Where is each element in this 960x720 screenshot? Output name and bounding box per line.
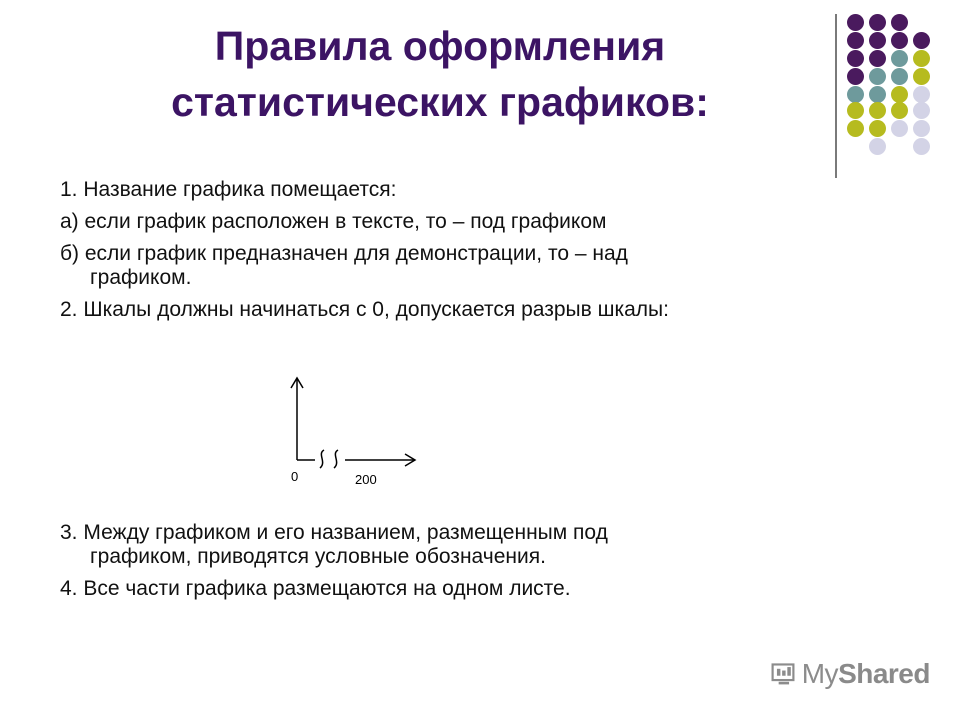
slide-content — [60, 178, 910, 601]
rule-1a: а) если график расположен в тексте, то – под графиком — [60, 210, 607, 233]
rule-4: 4. Все части графика размещаются на одном листе. — [60, 577, 571, 600]
decor-dot — [891, 32, 908, 49]
decor-dot — [847, 86, 864, 103]
myshared-watermark — [770, 654, 930, 694]
decor-dot — [869, 14, 886, 31]
rule-3: 3. Между графиком и его названием, размещенным под — [60, 521, 608, 544]
x-axis — [297, 454, 415, 466]
watermark-text — [802, 658, 930, 690]
origin-label: 0 — [291, 469, 299, 484]
decor-divider — [835, 14, 837, 178]
decor-dot — [913, 138, 930, 155]
title-line-1: Правила оформления — [214, 23, 666, 69]
slide-title — [60, 18, 820, 130]
decor-dot — [891, 14, 908, 31]
x-tick-label: 200 — [355, 472, 377, 487]
decor-dot — [869, 68, 886, 85]
scale-break-figure — [280, 370, 430, 490]
decor-dot — [847, 50, 864, 67]
axis-break-mark — [320, 450, 338, 468]
decor-dot — [847, 102, 864, 119]
decor-dot — [847, 32, 864, 49]
decor-dot — [847, 120, 864, 137]
watermark-shared: Shared — [838, 658, 930, 689]
decor-dot — [891, 120, 908, 137]
watermark-my: My — [801, 658, 839, 689]
decor-dot — [913, 50, 930, 67]
decor-dot — [891, 102, 908, 119]
decor-dot — [891, 86, 908, 103]
decor-dot — [913, 102, 930, 119]
decor-dot — [891, 50, 908, 67]
decor-dot — [891, 68, 908, 85]
decor-dot — [913, 86, 930, 103]
decor-dot — [869, 86, 886, 103]
decor-dot — [913, 32, 930, 49]
decor-dot — [869, 50, 886, 67]
rule-3-continued: графиком, приводятся условные обозначения. — [90, 545, 546, 568]
monitor-icon — [770, 658, 798, 690]
rule-2: 2. Шкалы должны начинаться с 0, допускается разрыв шкалы: — [60, 298, 669, 321]
title-line-2: статистических графиков: — [171, 79, 709, 125]
rule-1b: б) если график предназначен для демонстрации, то – над — [60, 242, 628, 265]
decor-dot — [913, 120, 930, 137]
decor-dot — [869, 102, 886, 119]
decor-dot — [869, 120, 886, 137]
decor-dot — [869, 138, 886, 155]
rule-1: 1. Название графика помещается: — [60, 178, 397, 201]
decor-dot — [913, 68, 930, 85]
decor-dot — [869, 32, 886, 49]
decor-dot — [847, 14, 864, 31]
decor-dot — [847, 68, 864, 85]
y-axis — [291, 378, 303, 460]
rule-1b-continued: графиком. — [90, 266, 192, 289]
